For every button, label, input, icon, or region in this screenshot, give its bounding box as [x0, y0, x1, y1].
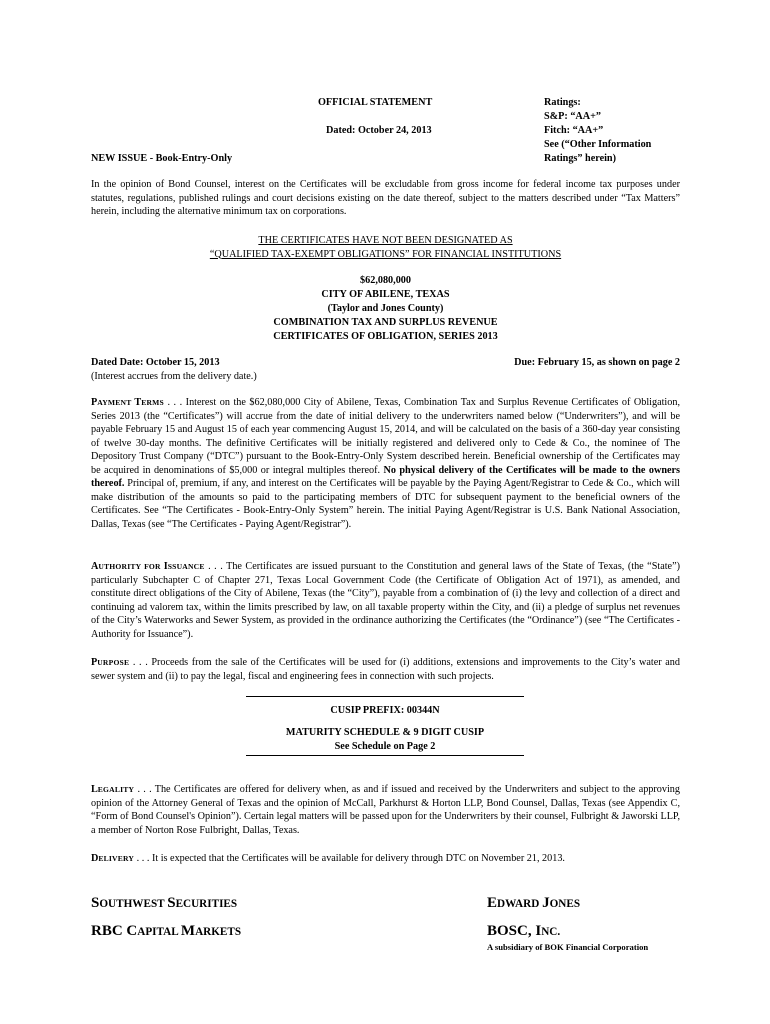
designation-line1: THE CERTIFICATES HAVE NOT BEEN DESIGNATED AS: [258, 235, 513, 246]
delivery-paragraph: DELIVERY . . . It is expected that the Certificates will be available for delivery through DTC on November 21, 2013.: [91, 853, 565, 864]
payment-terms-label: PAYMENT TERMS: [91, 397, 164, 408]
see-schedule-note: See Schedule on Page 2: [334, 741, 436, 752]
rating-fitch: Fitch: “AA+”: [544, 125, 604, 136]
purpose-label: PURPOSE: [91, 657, 130, 668]
maturity-schedule-heading: MATURITY SCHEDULE & 9 DIGIT CUSIP: [285, 727, 485, 738]
southwest-securities: SOUTHWEST SECURITIES: [91, 895, 238, 911]
new-issue-label: NEW ISSUE - Book-Entry-Only: [91, 153, 233, 164]
series-line2: CERTIFICATES OF OBLIGATION, SERIES 2013: [273, 331, 498, 342]
dated-line: Dated: October 24, 2013: [326, 125, 432, 136]
no-physical-delivery-notice: No physical delivery of the Certificates will be made to the owners thereof.: [91, 464, 680, 489]
bond-counsel-opinion: In the opinion of Bond Counsel, interest on the Certificates will be excludable from gross income for federal income tax purposes under statutes, regulations, published rulings and court decisions existing on the date thereof, subject to the matters described under “Tax Matters” herein, including the alternative minimum tax on corporations.: [91, 179, 680, 217]
legality-label: LEGALITY: [91, 784, 135, 795]
bosc-subsidiary-note: A subsidiary of BOK Financial Corporation: [487, 942, 649, 952]
cusip-top-rule: [246, 696, 524, 697]
interest-accrues-note: (Interest accrues from the delivery date.): [91, 371, 257, 382]
legality-paragraph: LEGALITY . . . The Certificates are offered for delivery when, as and if issued and received by the Underwriters and subject to the approving opinion of the Attorney General of Texas and the opinion of McCall, Parkhurst & Horton LLP, Bond Counsel, Dallas, Texas (see Appendix C, “Form of Bond Counsel's Opinion”). Certain legal matters will be passed upon for the Underwriters by their counsel, Fulbright & Jaworski LLP, a member of Norton Rose Fulbright, Dallas, Texas.: [91, 784, 680, 836]
delivery-label: DELIVERY: [91, 853, 135, 864]
ratings-block: [544, 96, 651, 166]
official-statement-heading: OFFICIAL STATEMENT: [318, 97, 433, 108]
ratings-heading: Ratings:: [544, 97, 581, 108]
bosc-inc: BOSC, INC.: [487, 923, 561, 939]
series-line1: COMBINATION TAX AND SURPLUS REVENUE: [273, 317, 498, 328]
title-block: [91, 274, 680, 344]
due-date: Due: February 15, as shown on page 2: [514, 357, 680, 368]
purpose-paragraph: PURPOSE . . . Proceeds from the sale of the Certificates will be used for (i) additions, extensions and improvements to the City’s water and sewer system and (ii) to pay the legal, fiscal and engineering fees in connection with such projects.: [91, 657, 680, 682]
designation-line2: “QUALIFIED TAX-EXEMPT OBLIGATIONS” FOR FINANCIAL INSTITUTIONS: [209, 248, 562, 260]
authority-label: AUTHORITY FOR ISSUANCE: [91, 561, 205, 572]
rating-note-line1: See (“Other Information: [544, 139, 652, 150]
issue-amount: $62,080,000: [360, 275, 411, 286]
rating-note-line2: Ratings” herein): [544, 153, 616, 164]
designation-block: [91, 234, 680, 261]
issuer-name: CITY OF ABILENE, TEXAS: [321, 289, 450, 300]
rbc-capital-markets: RBC CAPITAL MARKETS: [91, 923, 242, 939]
issuer-county: (Taylor and Jones County): [327, 303, 444, 314]
dated-date: Dated Date: October 15, 2013: [91, 357, 220, 368]
edward-jones: EDWARD JONES: [487, 895, 581, 911]
rating-sp: S&P: “AA+”: [544, 111, 602, 122]
payment-terms-paragraph: PAYMENT TERMS . . . Interest on the $62,080,000 City of Abilene, Texas, Combination Tax and Surplus Revenue Certificates of Obligation, Series 2013 (the “Certificates”) will accrue from the date of initial delivery to the underwriters named below (“Underwriters”), and will be payable February 15 and August 15 of each year commencing August 15, 2014, and will be calculated on the basis of a 360-day year consisting of twelve 30-day months. The definitive Certificates will be initially registered and delivered only to Cede & Co., the nominee of The Depository Trust Company (“DTC”) pursuant to the Book-Entry-Only System described herein. Beneficial ownership of the Certificates may be acquired in denominations of $5,000 or integral multiples thereof. No physical delivery of the Certificates will be made to the owners thereof. Principal of, premium, if any, and interest on the Certificates will be payable by the Paying Agent/Registrar to Cede & Co., which will make distribution of the amounts so paid to the participating members of DTC for subsequent payment to the beneficial owners of the Certificates. See “The Certificates - Book-Entry-Only System” herein. The initial Paying Agent/Registrar is U.S. Bank National Association, Dallas, Texas (see “The Certificates - Paying Agent/Registrar”).: [91, 397, 680, 530]
cusip-prefix: CUSIP PREFIX: 00344N: [330, 705, 440, 716]
cusip-bottom-rule: [246, 755, 524, 756]
authority-paragraph: AUTHORITY FOR ISSUANCE . . . The Certificates are issued pursuant to the Constitution and general laws of the State of Texas, (the “State”) particularly Subchapter C of Chapter 271, Texas Local Government Code (the Certificate of Obligation Act of 1971), as amended, and constitute direct obligations of the City of Abilene, Texas (the “City”), payable from a combination of (i) the levy and collection of a direct and continuing ad valorem tax, within the limits prescribed by law, on all taxable property within the City, and (ii) a pledge of surplus net revenues of the City’s Waterworks and Sewer System, as provided in the ordinance authorizing the Certificates (the “Ordinance”) (see “The Certificates - Authority for Issuance”).: [91, 561, 680, 640]
